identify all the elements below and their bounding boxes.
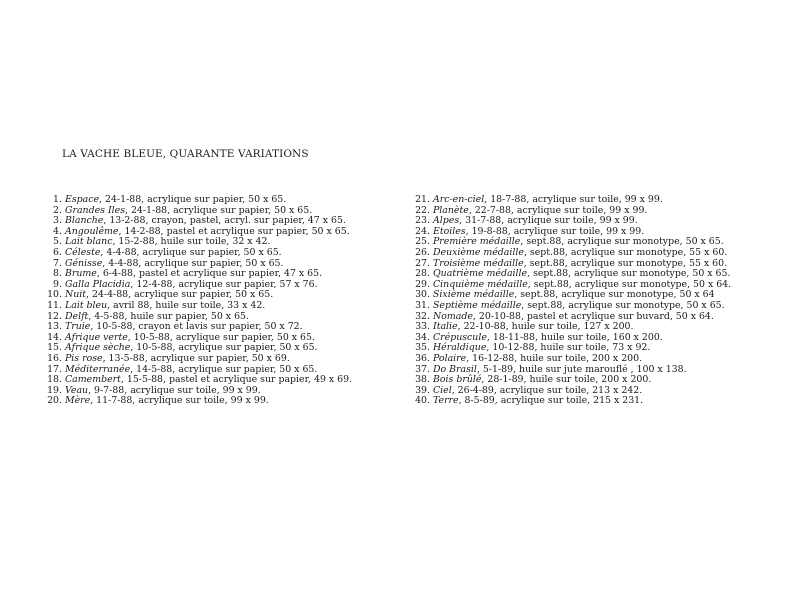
item-number: 13. <box>47 321 62 333</box>
item-number: 16. <box>47 352 62 364</box>
work-title: Troisième médaille <box>433 257 524 269</box>
work-details: , 22-7-88, acrylique sur toile, 99 x 99. <box>468 204 648 216</box>
work-title: Angoulême <box>65 225 119 237</box>
work-title: Céleste <box>65 246 101 258</box>
item-number: 26. <box>415 246 430 258</box>
list-item <box>385 396 790 407</box>
work-details: , sept.88, acrylique sur monotype, 50 x 64 <box>514 289 715 301</box>
item-number: 17. <box>47 363 62 375</box>
item-number: 18. <box>47 374 62 386</box>
work-title: Galla Placidia <box>65 278 131 290</box>
work-title: Nuit <box>65 289 87 301</box>
item-number: 33. <box>415 321 430 333</box>
work-details: , avril 88, huile sur toile, 33 x 42. <box>107 299 266 311</box>
work-details: , sept.88, acrylique sur monotype, 50 x 65. <box>520 236 724 248</box>
work-title: Quatrième médaille <box>433 268 528 280</box>
item-number: 35. <box>415 342 430 354</box>
item-number: 7. <box>53 257 62 269</box>
item-number: 31. <box>415 299 430 311</box>
work-details: , 15-2-88, huile sur toile, 32 x 42. <box>112 236 271 248</box>
item-number: 40. <box>415 395 430 407</box>
work-title: Veau <box>65 384 89 396</box>
work-title: Afrique verte <box>65 331 128 343</box>
work-title: Alpes <box>433 215 460 227</box>
work-title: Deuxième médaille <box>433 246 524 258</box>
work-details: , 8-5-89, acrylique sur toile, 215 x 231. <box>458 395 644 407</box>
work-details: , 22-10-88, huile sur toile, 127 x 200. <box>457 321 634 333</box>
work-details: , 26-4-89, acrylique sur toile, 213 x 242. <box>451 384 643 396</box>
item-number: 29. <box>415 278 430 290</box>
work-title: Première médaille <box>433 236 521 248</box>
work-details: , 10-12-88, huile sur toile, 73 x 92. <box>486 342 651 354</box>
work-title: Bois brûlé <box>433 374 482 386</box>
work-title: Nomade <box>433 310 473 322</box>
item-number: 10. <box>47 289 62 301</box>
page-title: LA VACHE BLEUE, QUARANTE VARIATIONS <box>62 148 309 160</box>
work-title: Ciel <box>433 384 452 396</box>
work-details: , 9-7-88, acrylique sur toile, 99 x 99. <box>88 384 261 396</box>
work-title: Camembert <box>65 374 121 386</box>
work-details: , 10-5-88, acrylique sur papier, 50 x 65. <box>130 342 318 354</box>
work-title: Sixième médaille <box>433 289 515 301</box>
item-number: 27. <box>415 257 430 269</box>
item-number: 34. <box>415 331 430 343</box>
item-number: 8. <box>53 268 62 280</box>
work-details: , 14-2-88, pastel et acrylique sur papier, 50 x 65. <box>118 225 350 237</box>
work-details: , 20-10-88, pastel et acrylique sur buvard, 50 x 64. <box>472 310 714 322</box>
work-details: , 24-4-88, acrylique sur papier, 50 x 65. <box>86 289 274 301</box>
work-details: , sept.88, acrylique sur monotype, 50 x 64. <box>527 278 732 290</box>
work-title: Lait bleu <box>65 299 108 311</box>
work-title: Héraldique <box>433 342 487 354</box>
item-number: 23. <box>415 215 430 227</box>
item-number: 25. <box>415 236 430 248</box>
work-details: , 4-4-88, acrylique sur papier, 50 x 65. <box>102 257 284 269</box>
work-title: Truie <box>65 321 91 333</box>
work-details: , sept.88, acrylique sur monotype, 55 x 60. <box>523 246 728 258</box>
work-details: , 6-4-88, pastel et acrylique sur papier, 47 x 65. <box>96 268 323 280</box>
item-text <box>430 396 643 407</box>
list-item <box>28 396 408 407</box>
work-title: Septième médaille <box>433 299 522 311</box>
item-number: 9. <box>53 278 62 290</box>
work-title: Brume <box>65 268 97 280</box>
item-text <box>62 396 269 407</box>
item-number: 21. <box>415 194 430 205</box>
item-number: 2. <box>53 204 62 216</box>
work-title: Italie <box>433 321 458 333</box>
item-number: 20. <box>47 395 62 407</box>
work-title: Etoiles <box>433 225 466 237</box>
item-number: 1. <box>53 194 62 205</box>
work-title: Afrique sèche <box>65 342 131 354</box>
work-title: Génisse <box>65 257 103 269</box>
work-title: Espace <box>65 194 100 205</box>
work-title: Terre <box>433 395 459 407</box>
work-title: Pis rose <box>65 352 103 364</box>
work-details: , 28-1-89, huile sur toile, 200 x 200. <box>481 374 652 386</box>
work-title: Lait blanc <box>65 236 113 248</box>
work-details: , 10-5-88, crayon et lavis sur papier, 50 x 72. <box>90 321 303 333</box>
item-number: 4. <box>53 225 62 237</box>
work-title: Do Brasil <box>433 363 477 375</box>
work-details: , 24-1-88, acrylique sur papier, 50 x 65. <box>99 194 287 205</box>
item-number: 12. <box>47 310 62 322</box>
item-number: 30. <box>415 289 430 301</box>
item-number: 32. <box>415 310 430 322</box>
work-title: Polaire <box>433 352 467 364</box>
work-title: Blanche <box>65 215 104 227</box>
works-list-right <box>385 195 790 407</box>
work-details: , 31-7-88, acrylique sur toile, 99 x 99. <box>459 215 638 227</box>
item-number: 11. <box>47 299 62 311</box>
work-title: Delft <box>65 310 89 322</box>
item-number: 15. <box>47 342 62 354</box>
work-details: , 13-2-88, crayon, pastel, acryl. sur papier, 47 x 65. <box>103 215 346 227</box>
work-details: , 18-11-88, huile sur toile, 160 x 200. <box>486 331 663 343</box>
item-number: 22. <box>415 204 430 216</box>
work-details: , sept.88, acrylique sur monotype, 50 x 65. <box>527 268 731 280</box>
work-details: , 12-4-88, acrylique sur papier, 57 x 76. <box>130 278 318 290</box>
work-details: , sept.88, acrylique sur monotype, 50 x 65. <box>521 299 725 311</box>
item-number: 24. <box>415 225 430 237</box>
work-details: , 13-5-88, acrylique sur papier, 50 x 69. <box>102 352 290 364</box>
item-number: 5. <box>53 236 62 248</box>
work-details: , 4-5-88, huile sur papier, 50 x 65. <box>88 310 249 322</box>
item-number: 14. <box>47 331 62 343</box>
work-details: , 11-7-88, acrylique sur toile, 99 x 99. <box>90 395 269 407</box>
work-title: Grandes Iles <box>65 204 125 216</box>
item-number: 38. <box>415 374 430 386</box>
work-title: Méditerranée <box>65 363 131 375</box>
work-details: , 19-8-88, acrylique sur toile, 99 x 99. <box>465 225 645 237</box>
work-details: , 5-1-89, huile sur jute marouflé , 100 x 138. <box>476 363 687 375</box>
work-details: , sept.88, acrylique sur monotype, 55 x 60. <box>523 257 728 269</box>
work-title: Planète <box>433 204 469 216</box>
item-number: 6. <box>53 246 62 258</box>
work-details: , 4-4-88, acrylique sur papier, 50 x 65. <box>100 246 282 258</box>
item-number: 37. <box>415 363 430 375</box>
work-title: Mère <box>65 395 91 407</box>
work-title: Crépuscule <box>433 331 487 343</box>
work-details: , 10-5-88, acrylique sur papier, 50 x 65. <box>127 331 315 343</box>
work-details: , 24-1-88, acrylique sur papier, 50 x 65. <box>125 204 313 216</box>
item-number: 28. <box>415 268 430 280</box>
item-number: 39. <box>415 384 430 396</box>
work-details: , 16-12-88, huile sur toile, 200 x 200. <box>466 352 643 364</box>
item-number: 19. <box>47 384 62 396</box>
work-details: , 14-5-88, acrylique sur papier, 50 x 65. <box>130 363 318 375</box>
work-details: , 15-5-88, pastel et acrylique sur papier, 49 x 69. <box>120 374 353 386</box>
work-title: Arc-en-ciel <box>433 194 485 205</box>
work-title: Cinquième médaille <box>433 278 528 290</box>
works-list-left <box>28 195 408 407</box>
item-number: 36. <box>415 352 430 364</box>
work-details: , 18-7-88, acrylique sur toile, 99 x 99. <box>484 194 663 205</box>
item-number: 3. <box>53 215 62 227</box>
